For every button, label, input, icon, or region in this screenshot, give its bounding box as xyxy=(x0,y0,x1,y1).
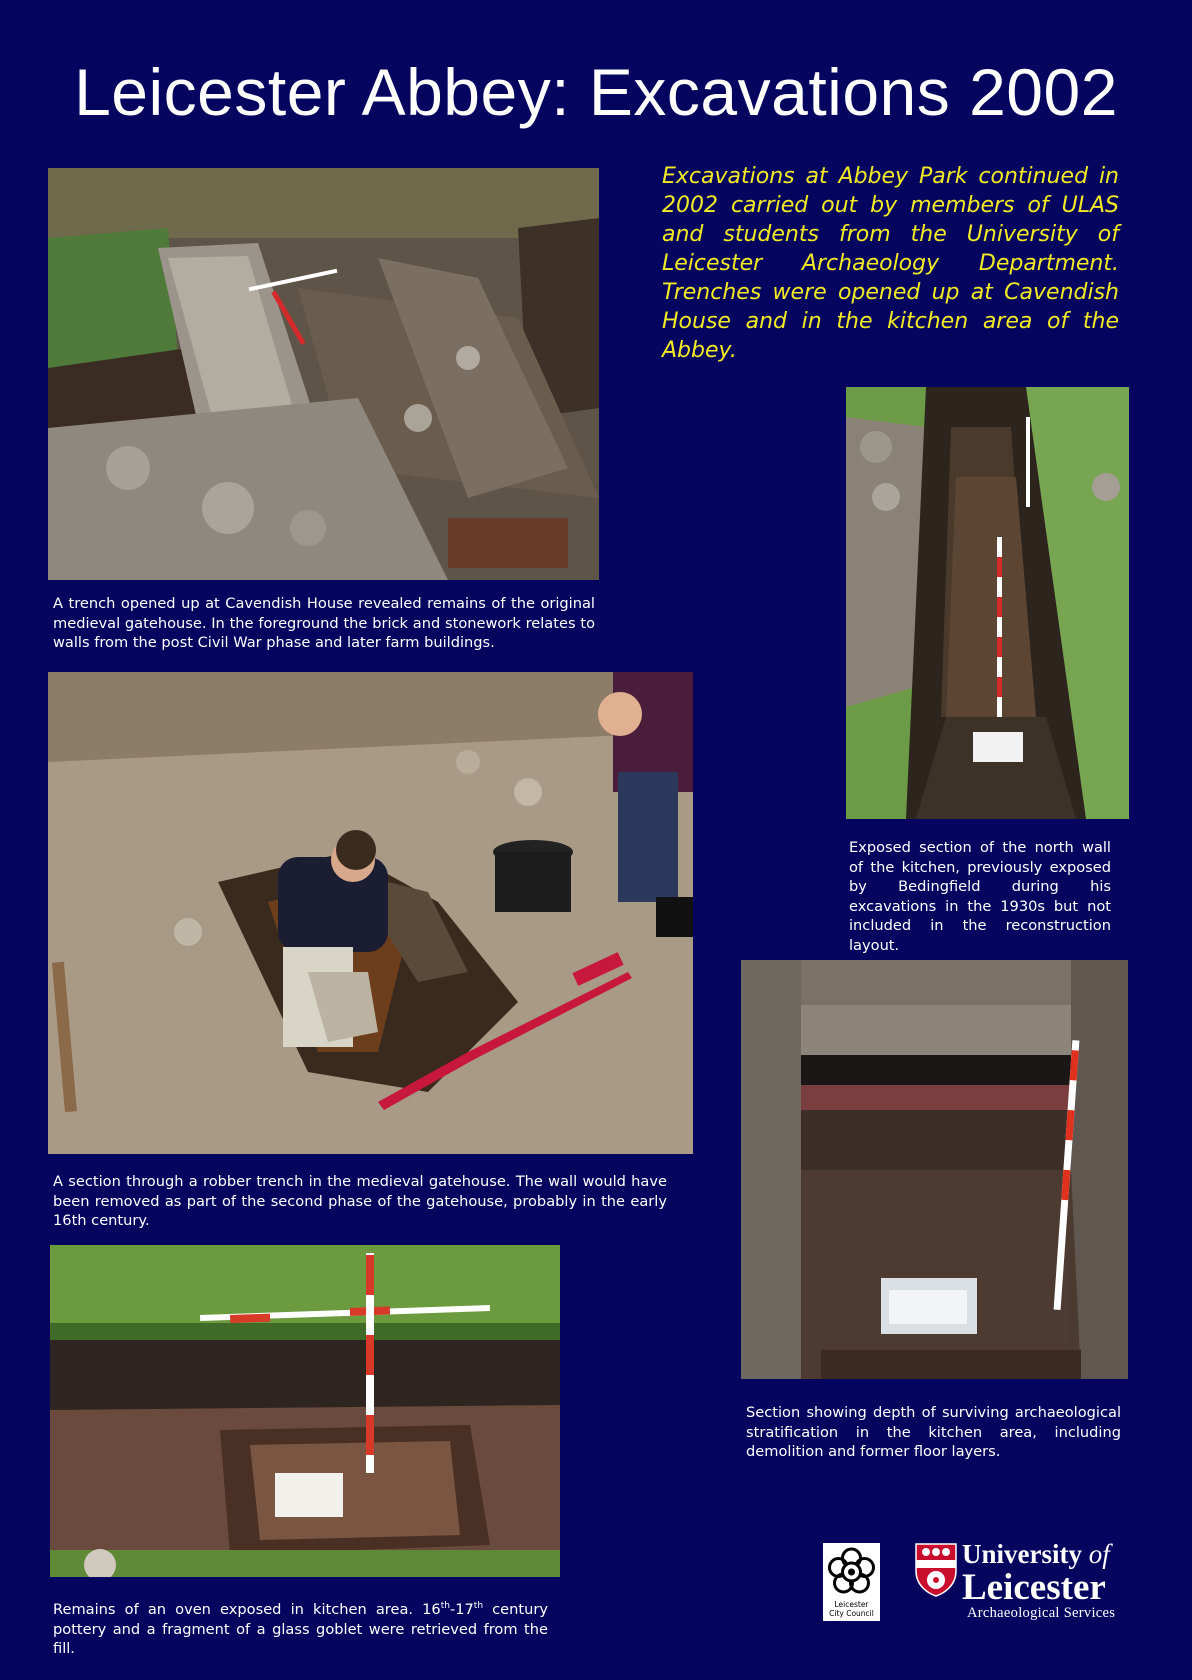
oven-caption-sup1: th xyxy=(440,1601,450,1612)
city-council-name xyxy=(823,1600,880,1618)
city-council-logo xyxy=(823,1543,880,1621)
north-wall-caption: Exposed section of the north wall of the kitchen, previously exposed by Bedingfield during his excavations in the 1930s but not included in the reconstruction layout. xyxy=(849,839,1111,954)
north-wall-photo xyxy=(846,387,1129,819)
stratification-caption: Section showing depth of surviving archaeological stratification in the kitchen area, including demolition and former floor layers. xyxy=(746,1404,1121,1460)
oven-photo xyxy=(50,1245,560,1577)
robber-trench-caption: A section through a robber trench in the medieval gatehouse. The wall would have been removed as part of the second phase of the gatehouse, probably in the early 16th century. xyxy=(53,1173,667,1229)
intro-text: Excavations at Abbey Park continued in 2002 carried out by members of ULAS and students from the University of Leicester Archaeology Department. Trenches were opened up at Cavendish House and in the kitchen area of the Abbey. xyxy=(662,164,1119,363)
stratification-photo xyxy=(741,960,1128,1379)
city-council-line2: City Council xyxy=(829,1609,874,1618)
oven-caption-part3: century pottery and a fragment of a glass goblet were retrieved from the fill. xyxy=(53,1601,549,1657)
university-of: of xyxy=(1088,1539,1110,1569)
robber-trench-photo xyxy=(48,672,693,1154)
oven-caption-part1: Remains of an oven exposed in kitchen area. 16 xyxy=(53,1601,441,1618)
archaeological-services-label: Archaeological Services xyxy=(967,1605,1116,1621)
gatehouse-caption: A trench opened up at Cavendish House revealed remains of the original medieval gatehouse. In the foreground the brick and stonework relates to walls from the post Civil War phase and later farm buildings. xyxy=(53,595,595,651)
oven-caption-sup2: th xyxy=(473,1601,484,1612)
university-shield-icon xyxy=(915,1543,957,1597)
city-council-line1: Leicester xyxy=(834,1600,869,1609)
poster-title: Leicester Abbey: Excavations 2002 xyxy=(74,55,1118,129)
oven-caption xyxy=(53,1600,548,1659)
university-wordmark-leicester: Leicester xyxy=(962,1567,1106,1608)
gatehouse-photo xyxy=(48,168,599,580)
oven-caption-part2: -17 xyxy=(449,1601,474,1618)
university-wordmark-line1 xyxy=(962,1538,1110,1570)
university-word: University xyxy=(962,1539,1082,1569)
tudor-rose-icon xyxy=(823,1543,880,1600)
